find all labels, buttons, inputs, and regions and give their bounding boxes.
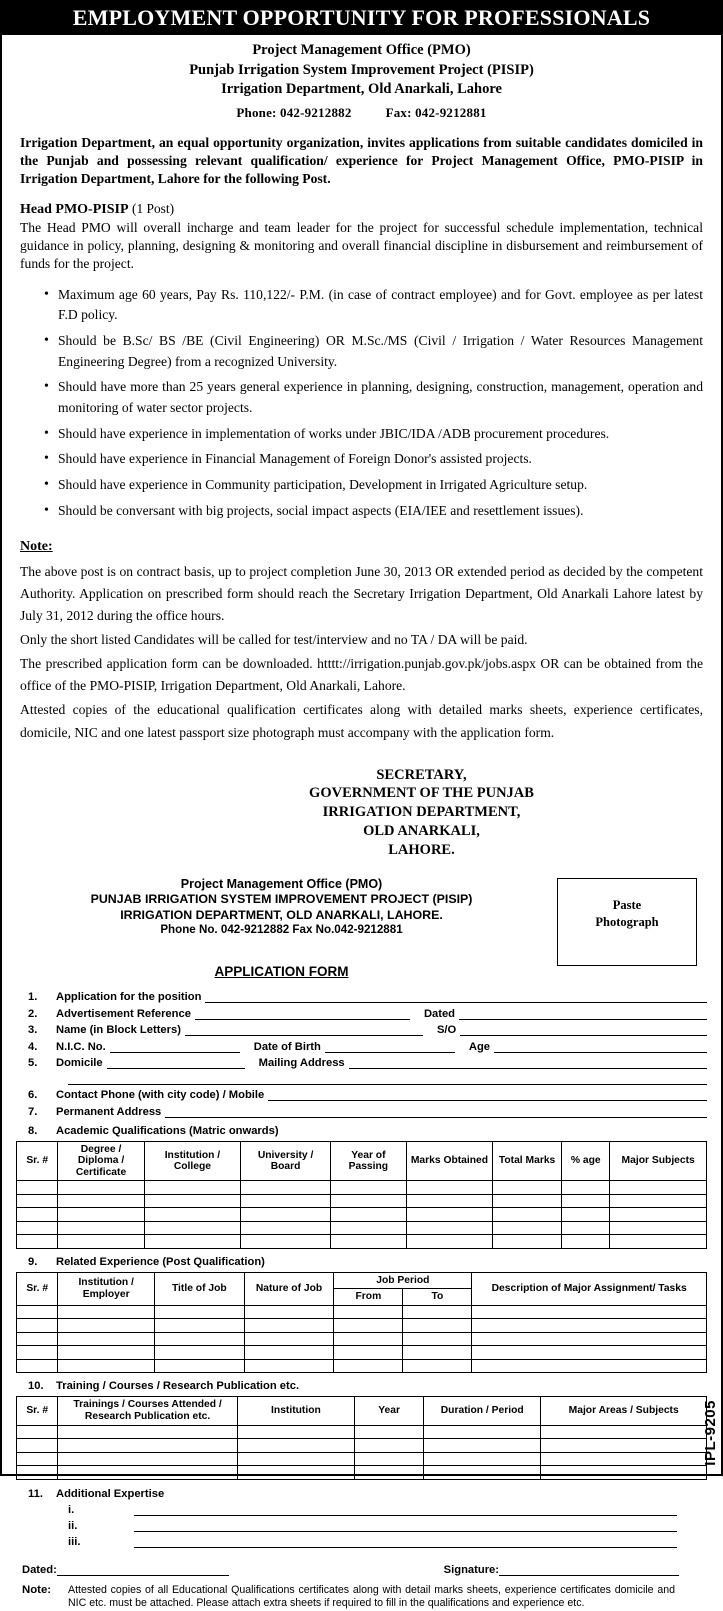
cell[interactable] bbox=[144, 1194, 241, 1208]
post-description: The Head PMO will overall incharge and team leader for the project for successful schedule implementation, technical guidance in policy, planning, designing & monitoring and overall financial discipline in disbursement and reimbursement of funds for the project. bbox=[20, 220, 703, 271]
table-row[interactable] bbox=[17, 1346, 707, 1360]
cell[interactable] bbox=[562, 1194, 610, 1208]
column-header-duration-period: Duration / Period bbox=[424, 1397, 541, 1425]
org-line-1: Project Management Office (PMO) bbox=[252, 42, 471, 59]
dated-label: Dated: bbox=[22, 1563, 57, 1576]
cell[interactable] bbox=[406, 1181, 492, 1195]
cell[interactable] bbox=[472, 1346, 707, 1360]
column-header-university: University / Board bbox=[241, 1141, 331, 1181]
cell[interactable] bbox=[241, 1181, 331, 1195]
table-row[interactable] bbox=[17, 1425, 707, 1439]
additional-expertise-row-iii bbox=[16, 1536, 707, 1548]
cell[interactable] bbox=[403, 1346, 472, 1360]
requirement-item: • Should have more than 25 years general experience in planning, designing, construction, management, operation and monitoring of water sector projects. bbox=[46, 377, 703, 418]
column-header-sr: Sr. # bbox=[17, 1272, 58, 1305]
domicile-input[interactable] bbox=[107, 1058, 245, 1069]
cell[interactable] bbox=[472, 1332, 707, 1346]
cell[interactable] bbox=[493, 1235, 562, 1249]
cell[interactable] bbox=[154, 1305, 244, 1319]
permanent-address-input[interactable] bbox=[165, 1107, 707, 1118]
section-9-label-row bbox=[16, 1256, 707, 1268]
cell[interactable] bbox=[17, 1235, 58, 1249]
column-header-major-areas-subjects: Major Areas / Subjects bbox=[541, 1397, 707, 1425]
field-label-age: Age bbox=[468, 1040, 490, 1053]
table-row[interactable] bbox=[17, 1466, 707, 1480]
cell[interactable] bbox=[17, 1305, 58, 1319]
experience-table-body bbox=[17, 1305, 707, 1373]
form-field-row-1 bbox=[16, 991, 707, 1003]
cell[interactable] bbox=[58, 1439, 237, 1453]
cell[interactable] bbox=[58, 1235, 144, 1249]
cell[interactable] bbox=[493, 1208, 562, 1222]
field-label: Contact Phone (with city code) / Mobile bbox=[56, 1089, 265, 1102]
cell[interactable] bbox=[154, 1319, 244, 1333]
signature-line: LAHORE. bbox=[388, 841, 455, 858]
paste-photograph-box bbox=[557, 878, 697, 966]
application-position-input[interactable] bbox=[205, 992, 707, 1003]
form-field-row-3 bbox=[16, 1024, 707, 1036]
cell[interactable] bbox=[562, 1208, 610, 1222]
dated-signature-row bbox=[16, 1564, 707, 1576]
form-field-row-6 bbox=[16, 1089, 707, 1101]
form-header-line-2: PUNJAB IRRIGATION SYSTEM IMPROVEMENT PROJECT (PISIP) bbox=[90, 891, 473, 906]
cell[interactable] bbox=[154, 1359, 244, 1373]
table-row[interactable] bbox=[17, 1235, 707, 1249]
cell[interactable] bbox=[58, 1181, 144, 1195]
note-heading: Note: bbox=[20, 539, 53, 555]
phone-label: Phone: 042-9212882 bbox=[236, 104, 352, 120]
application-form bbox=[2, 876, 721, 1611]
cell[interactable] bbox=[334, 1346, 403, 1360]
cell[interactable] bbox=[58, 1319, 155, 1333]
table-header-row bbox=[17, 1272, 707, 1289]
cell[interactable] bbox=[562, 1235, 610, 1249]
section-11-label-row bbox=[16, 1488, 707, 1500]
cell[interactable] bbox=[58, 1346, 155, 1360]
cell[interactable] bbox=[237, 1452, 354, 1466]
cell[interactable] bbox=[355, 1425, 424, 1439]
cell[interactable] bbox=[355, 1439, 424, 1453]
column-header-job-period-from: From bbox=[334, 1289, 403, 1306]
table-row[interactable] bbox=[17, 1181, 707, 1195]
cell[interactable] bbox=[493, 1221, 562, 1235]
field-label: Advertisement Reference bbox=[56, 1007, 191, 1020]
requirement-item: • Should have experience in Community participation, Development in Irrigated Agriculture setup. bbox=[46, 475, 703, 496]
cell[interactable] bbox=[244, 1319, 334, 1333]
cell[interactable] bbox=[406, 1194, 492, 1208]
post-count: (1 Post) bbox=[132, 201, 175, 217]
cell[interactable] bbox=[406, 1208, 492, 1222]
table-row[interactable] bbox=[17, 1332, 707, 1346]
intro-paragraph: Irrigation Department, an equal opportunity organization, invites applications from suitable candidates domiciled in the Punjab and possessing relevant qualification/ experience for Project Management Office, PMO-PISIP in Irrigation Department, Lahore for the following Post. bbox=[20, 134, 703, 186]
training-courses-table bbox=[16, 1396, 707, 1479]
cell[interactable] bbox=[17, 1221, 58, 1235]
column-header-nature-of-job: Nature of Job bbox=[244, 1272, 334, 1305]
cell[interactable] bbox=[58, 1194, 144, 1208]
photo-box-line-2: Photograph bbox=[595, 914, 659, 929]
table-row[interactable] bbox=[17, 1305, 707, 1319]
requirement-item: • Should have experience in implementation of works under JBIC/IDA /ADB procurement procedures. bbox=[46, 424, 703, 445]
field-number: 3. bbox=[28, 1024, 38, 1037]
mailing-address-input-line-2[interactable] bbox=[68, 1074, 707, 1085]
cell[interactable] bbox=[424, 1439, 541, 1453]
cell[interactable] bbox=[493, 1194, 562, 1208]
cell[interactable] bbox=[17, 1452, 58, 1466]
cell[interactable] bbox=[17, 1332, 58, 1346]
field-number: 2. bbox=[28, 1007, 38, 1020]
signature-input[interactable] bbox=[499, 1565, 679, 1576]
column-header-description-of-major-assignment: Description of Major Assignment/ Tasks bbox=[472, 1272, 707, 1305]
cell[interactable] bbox=[17, 1319, 58, 1333]
cell[interactable] bbox=[334, 1359, 403, 1373]
cell[interactable] bbox=[424, 1425, 541, 1439]
cell[interactable] bbox=[241, 1235, 331, 1249]
signature-label: Signature: bbox=[443, 1563, 499, 1576]
cell[interactable] bbox=[241, 1221, 331, 1235]
cell[interactable] bbox=[541, 1466, 707, 1480]
section-8-label-row bbox=[16, 1125, 707, 1137]
additional-expertise-input-iii[interactable] bbox=[134, 1537, 677, 1548]
cell[interactable] bbox=[58, 1425, 237, 1439]
form-header-line-3: IRRIGATION DEPARTMENT, OLD ANARKALI, LAHORE. bbox=[120, 907, 443, 922]
cell[interactable] bbox=[244, 1359, 334, 1373]
table-row[interactable] bbox=[17, 1439, 707, 1453]
cell[interactable] bbox=[154, 1346, 244, 1360]
column-header-trainings-courses: Trainings / Courses Attended / Research Publication etc. bbox=[58, 1397, 237, 1425]
cell[interactable] bbox=[403, 1305, 472, 1319]
note-paragraph: The prescribed application form can be downloaded. htttt://irrigation.punjab.gov.pk/jobs.aspx OR can be obtained from the office of the PMO-PISIP, Irrigation Department, Old Anarkali, Lahore. bbox=[20, 656, 703, 694]
cell[interactable] bbox=[610, 1208, 707, 1222]
section-number: 11. bbox=[28, 1487, 43, 1500]
cell[interactable] bbox=[17, 1208, 58, 1222]
signature-line: IRRIGATION DEPARTMENT, bbox=[322, 804, 521, 821]
cell[interactable] bbox=[144, 1221, 241, 1235]
cell[interactable] bbox=[58, 1452, 237, 1466]
cell[interactable] bbox=[241, 1194, 331, 1208]
column-header-degree: Degree / Diploma / Certificate bbox=[58, 1141, 144, 1181]
cell[interactable] bbox=[355, 1466, 424, 1480]
column-header-job-period-to: To bbox=[403, 1289, 472, 1306]
field-number: 6. bbox=[28, 1089, 38, 1102]
table-row[interactable] bbox=[17, 1359, 707, 1373]
son-of-input[interactable] bbox=[460, 1025, 707, 1036]
field-number: 4. bbox=[28, 1040, 38, 1053]
cell[interactable] bbox=[472, 1305, 707, 1319]
mailing-address-input[interactable] bbox=[349, 1058, 707, 1069]
table-row[interactable] bbox=[17, 1208, 707, 1222]
column-header-institution: Institution bbox=[237, 1397, 354, 1425]
banner-title: EMPLOYMENT OPPORTUNITY FOR PROFESSIONALS bbox=[2, 2, 721, 35]
field-label-dated: Dated bbox=[423, 1007, 456, 1020]
cell[interactable] bbox=[244, 1332, 334, 1346]
cell[interactable] bbox=[17, 1181, 58, 1195]
cell[interactable] bbox=[541, 1425, 707, 1439]
cell[interactable] bbox=[493, 1181, 562, 1195]
cell[interactable] bbox=[406, 1235, 492, 1249]
cell[interactable] bbox=[144, 1181, 241, 1195]
form-footnote bbox=[16, 1584, 707, 1611]
date-of-birth-input[interactable] bbox=[325, 1042, 455, 1053]
contact-line bbox=[20, 105, 703, 121]
cell[interactable] bbox=[58, 1332, 155, 1346]
cell[interactable] bbox=[58, 1221, 144, 1235]
cell[interactable] bbox=[610, 1235, 707, 1249]
note-paragraph: The above post is on contract basis, up to project completion June 30, 2013 OR extended period as decided by the competent Authority. Application on prescribed form should reach the Secretary Irrigation Department, Old Anarkali Lahore latest by July 31, 2012 during the office hours. bbox=[20, 564, 703, 624]
name-input[interactable] bbox=[185, 1025, 423, 1036]
requirement-item: • Should be B.Sc/ BS /BE (Civil Engineering) OR M.Sc./MS (Civil / Irrigation / Water Resources Management Engineering Degree) from a recognized University. bbox=[46, 331, 703, 372]
roman-numeral: i. bbox=[68, 1503, 75, 1516]
cell[interactable] bbox=[541, 1452, 707, 1466]
field-label-date-of-birth: Date of Birth bbox=[253, 1040, 321, 1053]
training-table-body bbox=[17, 1425, 707, 1479]
column-header-institution: Institution / College bbox=[144, 1141, 241, 1181]
photo-box-line-1: Paste bbox=[612, 897, 642, 912]
section-label: Additional Expertise bbox=[56, 1487, 165, 1500]
cell[interactable] bbox=[244, 1305, 334, 1319]
nic-number-input[interactable] bbox=[110, 1042, 240, 1053]
cell[interactable] bbox=[334, 1332, 403, 1346]
form-field-row-5 bbox=[16, 1057, 707, 1069]
column-header-percentage: % age bbox=[562, 1141, 610, 1181]
field-label: Permanent Address bbox=[56, 1105, 162, 1118]
cell[interactable] bbox=[17, 1466, 58, 1480]
section-label: Related Experience (Post Qualification) bbox=[56, 1255, 265, 1268]
section-number: 9. bbox=[28, 1255, 38, 1268]
requirement-item: • Should have experience in Financial Management of Foreign Donor's assisted projects. bbox=[46, 449, 703, 470]
column-header-sr: Sr. # bbox=[17, 1397, 58, 1425]
requirements-list bbox=[20, 285, 703, 522]
section-number: 8. bbox=[28, 1124, 38, 1137]
cell[interactable] bbox=[403, 1319, 472, 1333]
field-label: N.I.C. No. bbox=[56, 1040, 106, 1053]
column-header-total-marks: Total Marks bbox=[493, 1141, 562, 1181]
cell[interactable] bbox=[58, 1305, 155, 1319]
cell[interactable] bbox=[330, 1194, 406, 1208]
requirement-item: • Maximum age 60 years, Pay Rs. 110,122/- P.M. (in case of contract employee) and for Govt. employee as per latest F.D policy. bbox=[46, 285, 703, 326]
advertisement-body bbox=[2, 35, 721, 860]
additional-expertise-input-ii[interactable] bbox=[134, 1521, 677, 1532]
dated-input[interactable] bbox=[459, 1009, 707, 1020]
cell[interactable] bbox=[144, 1235, 241, 1249]
cell[interactable] bbox=[406, 1221, 492, 1235]
table-row[interactable] bbox=[17, 1319, 707, 1333]
roman-numeral: iii. bbox=[68, 1535, 81, 1548]
requirement-item: • Should be conversant with big projects, social impact aspects (EIA/IEE and resettlement issues). bbox=[46, 501, 703, 522]
footnote-text: Attested copies of all Educational Qualifications certificates along with detail marks sheets, experience certificates domicile and NIC etc. must be attached. Please attach extra sheets if required to fill in the qualifications and experience etc. bbox=[68, 1583, 675, 1610]
cell[interactable] bbox=[403, 1332, 472, 1346]
form-fields bbox=[16, 991, 707, 1118]
field-label: Domicile bbox=[56, 1057, 103, 1070]
dated-signature-input[interactable] bbox=[57, 1565, 229, 1576]
fax-label: Fax: 042-9212881 bbox=[385, 104, 487, 120]
column-header-title-of-job: Title of Job bbox=[154, 1272, 244, 1305]
age-input[interactable] bbox=[494, 1042, 707, 1053]
cell[interactable] bbox=[472, 1319, 707, 1333]
cell[interactable] bbox=[334, 1305, 403, 1319]
cell[interactable] bbox=[237, 1439, 354, 1453]
table-row[interactable] bbox=[17, 1452, 707, 1466]
cell[interactable] bbox=[17, 1194, 58, 1208]
cell[interactable] bbox=[330, 1235, 406, 1249]
section-label: Training / Courses / Research Publication etc. bbox=[56, 1380, 300, 1393]
cell[interactable] bbox=[562, 1181, 610, 1195]
additional-expertise-section bbox=[16, 1488, 707, 1548]
cell[interactable] bbox=[424, 1466, 541, 1480]
org-line-3: Irrigation Department, Old Anarkali, Lahore bbox=[221, 81, 502, 98]
academic-qualifications-table bbox=[16, 1141, 707, 1249]
roman-numeral: ii. bbox=[68, 1519, 78, 1532]
column-header-institution-employer: Institution / Employer bbox=[58, 1272, 155, 1305]
field-label: Application for the position bbox=[56, 991, 202, 1004]
field-number: 1. bbox=[28, 991, 38, 1004]
cell[interactable] bbox=[58, 1466, 237, 1480]
cell[interactable] bbox=[330, 1181, 406, 1195]
signature-line: GOVERNMENT OF THE PUNJAB bbox=[309, 785, 534, 802]
contact-phone-input[interactable] bbox=[268, 1090, 707, 1101]
related-experience-table bbox=[16, 1272, 707, 1374]
column-header-job-period: Job Period bbox=[334, 1272, 472, 1289]
post-title-row bbox=[20, 201, 703, 218]
table-row[interactable] bbox=[17, 1194, 707, 1208]
cell[interactable] bbox=[17, 1359, 58, 1373]
additional-expertise-row-i bbox=[16, 1504, 707, 1516]
cell[interactable] bbox=[244, 1346, 334, 1360]
cell[interactable] bbox=[562, 1221, 610, 1235]
section-number: 10. bbox=[28, 1380, 44, 1393]
cell[interactable] bbox=[541, 1439, 707, 1453]
section-label: Academic Qualifications (Matric onwards) bbox=[56, 1124, 279, 1137]
form-header-line-4: Phone No. 042-9212882 Fax No.042-9212881 bbox=[160, 923, 403, 937]
post-title: Head PMO-PISIP bbox=[20, 202, 129, 218]
cell[interactable] bbox=[154, 1332, 244, 1346]
cell[interactable] bbox=[330, 1208, 406, 1222]
field-label-son-of: S/O bbox=[436, 1024, 457, 1037]
column-header-year-of-passing: Year of Passing bbox=[330, 1141, 406, 1181]
cell[interactable] bbox=[58, 1359, 155, 1373]
cell[interactable] bbox=[472, 1359, 707, 1373]
section-10-label-row bbox=[16, 1380, 707, 1392]
cell[interactable] bbox=[355, 1452, 424, 1466]
form-field-row-2 bbox=[16, 1008, 707, 1020]
signature-line: OLD ANARKALI, bbox=[363, 823, 480, 840]
signature-line: SECRETARY, bbox=[376, 766, 467, 783]
form-field-row-7 bbox=[16, 1106, 707, 1118]
cell[interactable] bbox=[334, 1319, 403, 1333]
cell[interactable] bbox=[237, 1425, 354, 1439]
table-header-row bbox=[17, 1397, 707, 1425]
footnote-label: Note: bbox=[22, 1583, 52, 1596]
cell[interactable] bbox=[330, 1221, 406, 1235]
note-paragraph: Attested copies of the educational qualification certificates along with detailed marks sheets, experience certificates, domicile, NIC and one latest passport size photograph must accompany with the application form. bbox=[20, 702, 703, 740]
cell[interactable] bbox=[610, 1221, 707, 1235]
column-header-marks-obtained: Marks Obtained bbox=[406, 1141, 492, 1181]
field-label-mailing-address: Mailing Address bbox=[258, 1057, 345, 1070]
cell[interactable] bbox=[17, 1346, 58, 1360]
cell[interactable] bbox=[17, 1425, 58, 1439]
cell[interactable] bbox=[610, 1181, 707, 1195]
form-header-line-1: Project Management Office (PMO) bbox=[180, 876, 383, 891]
cell[interactable] bbox=[424, 1452, 541, 1466]
publication-code: IPL-9205 bbox=[702, 1400, 719, 1466]
additional-expertise-input-i[interactable] bbox=[134, 1505, 677, 1516]
org-line-2: Punjab Irrigation System Improvement Project (PISIP) bbox=[189, 61, 534, 78]
cell[interactable] bbox=[241, 1208, 331, 1222]
form-field-row-4 bbox=[16, 1041, 707, 1053]
cell[interactable] bbox=[58, 1208, 144, 1222]
application-form-title: APPLICATION FORM bbox=[214, 964, 349, 980]
cell[interactable] bbox=[144, 1208, 241, 1222]
cell[interactable] bbox=[17, 1439, 58, 1453]
cell[interactable] bbox=[237, 1466, 354, 1480]
note-paragraph: Only the short listed Candidates will be called for test/interview and no TA / DA will be paid. bbox=[20, 632, 528, 648]
field-label: Name (in Block Letters) bbox=[56, 1024, 181, 1037]
column-header-sr: Sr. # bbox=[17, 1141, 58, 1181]
cell[interactable] bbox=[610, 1194, 707, 1208]
signature-block bbox=[20, 766, 703, 860]
field-number: 7. bbox=[28, 1105, 38, 1118]
advertisement-reference-input[interactable] bbox=[195, 1009, 410, 1020]
table-header-row bbox=[17, 1141, 707, 1181]
column-header-major-subjects: Major Subjects bbox=[610, 1141, 707, 1181]
cell[interactable] bbox=[403, 1359, 472, 1373]
field-number: 5. bbox=[28, 1057, 38, 1070]
table-row[interactable] bbox=[17, 1221, 707, 1235]
additional-expertise-row-ii bbox=[16, 1520, 707, 1532]
academic-table-body bbox=[17, 1181, 707, 1249]
column-header-year: Year bbox=[355, 1397, 424, 1425]
